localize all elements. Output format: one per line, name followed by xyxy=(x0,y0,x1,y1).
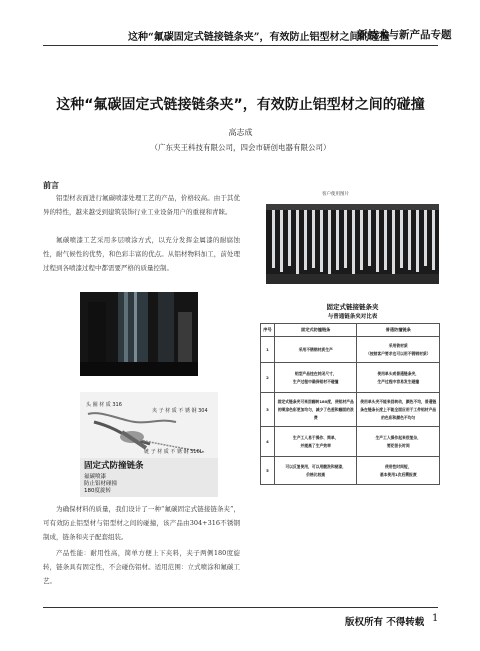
table-row xyxy=(261,427,440,457)
page-number: 1 xyxy=(432,613,439,624)
product-feature-3: 180度旋转 xyxy=(84,488,111,494)
cell-fixed: 铝型产品挂在封闭尺寸， 生产过程中确保铝材不碰撞 xyxy=(274,363,357,393)
cell-fixed: 生产工人易于操作、简单， 并提高了生产效率 xyxy=(274,427,357,457)
article-title: 这种“氟碳固定式链接链条夹”，有效防止铝型材之间的碰撞 xyxy=(56,97,425,113)
paragraph-design: 为确保材料的质量，我们设计了一种“氟碳固定式链接链条夹”，可有效防止铝型材与铝型材之间的碰撞，该产品由304+316不锈钢制成，链条和夹子配套组装。 xyxy=(43,505,240,541)
label-chain-material: 链 子 材 质 不 锈 钢 316L xyxy=(144,449,203,455)
table-header-row xyxy=(261,324,440,337)
paragraph-process: 氟碳喷漆工艺采用多层喷涂方式，以充分发挥金属漆的耐腐蚀性，耐气候性的优势，和色彩丰富的优点。从铝材物料加工，前处理过程到各喷漆过程中都需要严格的质量控制。 xyxy=(43,236,240,272)
cell-normal: 使用单头或普通链条夹， 生产过程中容易发生碰撞 xyxy=(357,363,440,393)
cell-normal: 采用铁材质 （按照客户要求也可以用不锈钢材质） xyxy=(357,337,440,363)
header-normal-chain: 普通防撞链条 xyxy=(357,324,440,337)
table-row xyxy=(261,457,440,485)
cell-no: 1 xyxy=(261,337,275,363)
product-feature-1: 氟碳喷漆 xyxy=(84,474,107,480)
paragraph-performance: 产品性能：耐用性高，简单方便上下夹料，夹子两侧180度旋转，链条具有固定性，不会碰伤铝材。适用范围：立式喷涂和氟碳工艺。 xyxy=(43,549,240,585)
cell-no: 2 xyxy=(261,363,275,393)
cell-fixed: 固定式链条夹可来回翻转180度，使铝材产品的喷涂色彩更加均匀，减少了色差和翻面的浪费 xyxy=(274,393,357,427)
photo-customer-use xyxy=(266,204,439,284)
header-fixed-chain: 固定式防撞链条 xyxy=(274,324,357,337)
figure-caption: 客户使用图片 xyxy=(322,192,349,197)
cell-fixed: 采用不锈钢材质生产 xyxy=(274,337,357,363)
photo-chain-clip xyxy=(80,392,218,497)
copyright-notice: 版权所有 不得转载 xyxy=(345,617,425,628)
comparison-table xyxy=(260,323,440,485)
cell-normal: 使用性时间短， 基本使用1次后需报废 xyxy=(357,457,440,485)
paragraph-intro: 铝型材表面进行氟碳喷漆处理工艺的产品，价格较高。由于其优异的特性，越来越受到建筑装饰行业工业设备用户的重视和青睐。 xyxy=(43,194,240,216)
cell-no: 5 xyxy=(261,457,275,485)
section-title: 新技术与新产品专题 xyxy=(357,29,452,41)
cell-normal: 生产工人操作起来很复杂， 要花很长时间 xyxy=(357,427,440,457)
footer-rule xyxy=(43,607,438,608)
table-row xyxy=(261,393,440,427)
header-rule xyxy=(43,45,438,46)
cell-normal: 使用单头夹不能来回转动，颜色不均，普通链条在链条长度上不能全面应用于工件铝材产品的色彩和颜色不均匀 xyxy=(357,393,440,427)
author: 高志成 xyxy=(228,128,253,137)
label-clip-material: 夹 子 材 质 不 锈 钢 304 xyxy=(152,408,208,414)
table-row xyxy=(261,337,440,363)
running-title: 这种“氟碳固定式链接链条夹”，有效防止铝型材之间的碰撞 xyxy=(128,32,390,43)
product-name: 固定式防撞链条 xyxy=(84,461,144,471)
section-heading: 前言 xyxy=(43,180,59,190)
affiliation: （广东夹王科技有限公司，四会市研创电器有限公司） xyxy=(150,143,331,152)
cell-no: 4 xyxy=(261,427,275,457)
table-subtitle: 与普通链条夹对比表 xyxy=(327,314,378,320)
table-title: 固定式链接链条夹 xyxy=(326,303,379,311)
label-head-material: 头 圈 材 质 316 xyxy=(86,402,122,408)
cell-no: 3 xyxy=(261,393,275,427)
product-feature-2: 防止铝材碰撞 xyxy=(84,481,118,487)
table-row xyxy=(261,363,440,393)
cell-fixed: 可以反复使用，可以用酸洗和褪漆， 价格比较高 xyxy=(274,457,357,485)
photo-coating-line xyxy=(80,292,198,376)
header-no: 序号 xyxy=(261,324,275,337)
